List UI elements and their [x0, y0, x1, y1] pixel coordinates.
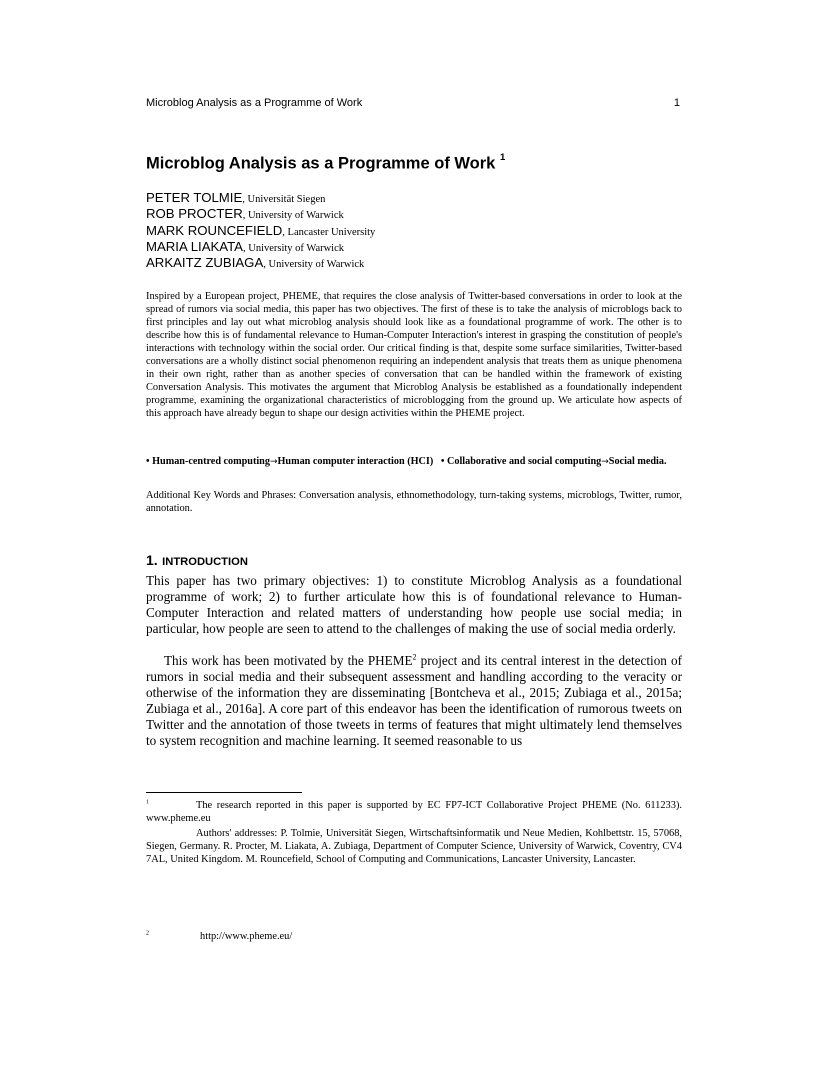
author-name: ROB PROCTER — [146, 206, 243, 222]
footnotes — [146, 792, 682, 866]
ccs-concepts — [146, 455, 682, 469]
author-affiliation: Lancaster University — [287, 226, 376, 238]
keywords: Additional Key Words and Phrases: Conversation analysis, ethnomethodology, turn-taking systems, microblogs, Twitter, rumor, annotation. — [146, 490, 682, 515]
footnote-link[interactable]: http://www.pheme.eu/ — [200, 931, 293, 942]
author-entry: ARKAITZ ZUBIAGA, University of Warwick — [146, 255, 365, 271]
ccs-concept: Human-centred computing — [152, 456, 270, 467]
arrow-icon: → — [601, 457, 609, 467]
author-name: MARK ROUNCEFIELD — [146, 222, 283, 238]
author-entry: MARIA LIAKATA, University of Warwick — [146, 238, 345, 254]
author-name: MARIA LIAKATA — [146, 238, 243, 254]
ccs-bullet: • — [440, 456, 445, 467]
author-affiliation: University of Warwick — [248, 242, 345, 254]
arrow-icon: → — [269, 457, 278, 467]
author-affiliation: University of Warwick — [247, 210, 344, 222]
body-paragraph — [146, 653, 682, 749]
body-paragraph: This paper has two primary objectives: 1) to constitute Microblog Analysis as a foundational programme of work; 2) to further articulate how this is of foundational relevance to Human-Computer Interaction and related matters of understanding how people use social media; in particular, how people are seen to attend to the challenges of making the use of social media orderly. — [146, 573, 682, 636]
author-name: ARKAITZ ZUBIAGA — [146, 255, 264, 271]
author-name: PETER TOLMIE — [146, 190, 243, 205]
author-entry: PETER TOLMIE, Universität Siegen — [146, 190, 326, 205]
paragraph-text: project and its central interest in the detection of rumors in social media and their subsequent assessment and handling according to the veracity or otherwise of the information they are disseminating [Bontcheva et al., 2015; Zubiaga et al., 2015a; Zubiaga et al., 2016a]. A core part of this endeavor has been the identification of rumorous tweets on Twitter and the annotation of those tweets in terms of features that might ultimately lend themselves to system recognition and machine learning. It seemed reasonable to us — [146, 653, 682, 748]
author-list — [146, 190, 686, 271]
title-footnote-mark: 1 — [499, 152, 506, 163]
footnote-mark: 2 — [146, 930, 149, 937]
running-head: Microblog Analysis as a Programme of Work — [146, 97, 363, 109]
section-title: INTRODUCTION — [162, 556, 248, 568]
ccs-bullet: • — [146, 456, 150, 467]
author-affiliation: Universität Siegen — [247, 194, 326, 205]
author-affiliation: University of Warwick — [268, 259, 365, 271]
abstract: Inspired by a European project, PHEME, that requires the close analysis of Twitter-based conversations in order to look at the spread of rumors via social media, this paper has two objectives. The first of these is to take the analysis of microblogs back to first principles and lay out what microblog analysis should look like as a foundational programme of work. The other is to describe how this is of fundamental relevance to Human-Computer Interaction's interest in grasping the constitution of people's interactions with technology within the social order. Our critical finding is that, despite some surface similarities, Twitter-based conversations are a wholly distinct social phenomenon requiring an independent analysis that treats them as unique phenomena in their own right, rather than as another species of conversation that can be handled within the framework of existing Conversation Analysis. This motivates the argument that Microblog Analysis be established as a foundationally independent programme, examining the organizational characteristics of microblogging from the ground up. We articulate how aspects of this approach have already begun to shape our design activities within the PHEME project. — [146, 291, 682, 419]
footnote-ref: 2 — [412, 652, 417, 662]
ccs-concept: Social media. — [608, 456, 667, 467]
footnote-rule — [146, 792, 302, 793]
page-number: 1 — [673, 97, 680, 109]
paper-title — [146, 154, 686, 174]
section-number: 1. — [146, 552, 158, 568]
paragraph-text: This work has been motivated by the PHEME — [164, 653, 413, 668]
section-heading — [146, 552, 686, 570]
footnote-mark: 1 — [146, 799, 149, 806]
author-entry: MARK ROUNCEFIELD, Lancaster University — [146, 222, 376, 238]
ccs-concept: Human computer interaction (HCI) — [277, 456, 434, 467]
ccs-concept: Collaborative and social computing — [447, 456, 602, 467]
footnote-text: The research reported in this paper is supported by EC FP7-ICT Collaborative Project PHEME (No. 611233). www.pheme.eu — [146, 800, 682, 825]
paper-title-text: Microblog Analysis as a Programme of Work — [146, 154, 496, 173]
footnote — [146, 799, 682, 825]
author-entry: ROB PROCTER, University of Warwick — [146, 206, 344, 222]
author-addresses: Authors' addresses: P. Tolmie, Universität Siegen, Wirtschaftsinformatik und Neue Medien, Kohlbettstr. 15, 57068, Siegen, Germany. R. Procter, M. Liakata, A. Zubiaga, Department of Computer Science, University of Warwick, Coventry, CV4 7AL, United Kingdom. M. Rouncefield, School of Computing and Communications, Lancaster University, Lancaster. — [146, 828, 682, 866]
footnote — [146, 930, 682, 943]
